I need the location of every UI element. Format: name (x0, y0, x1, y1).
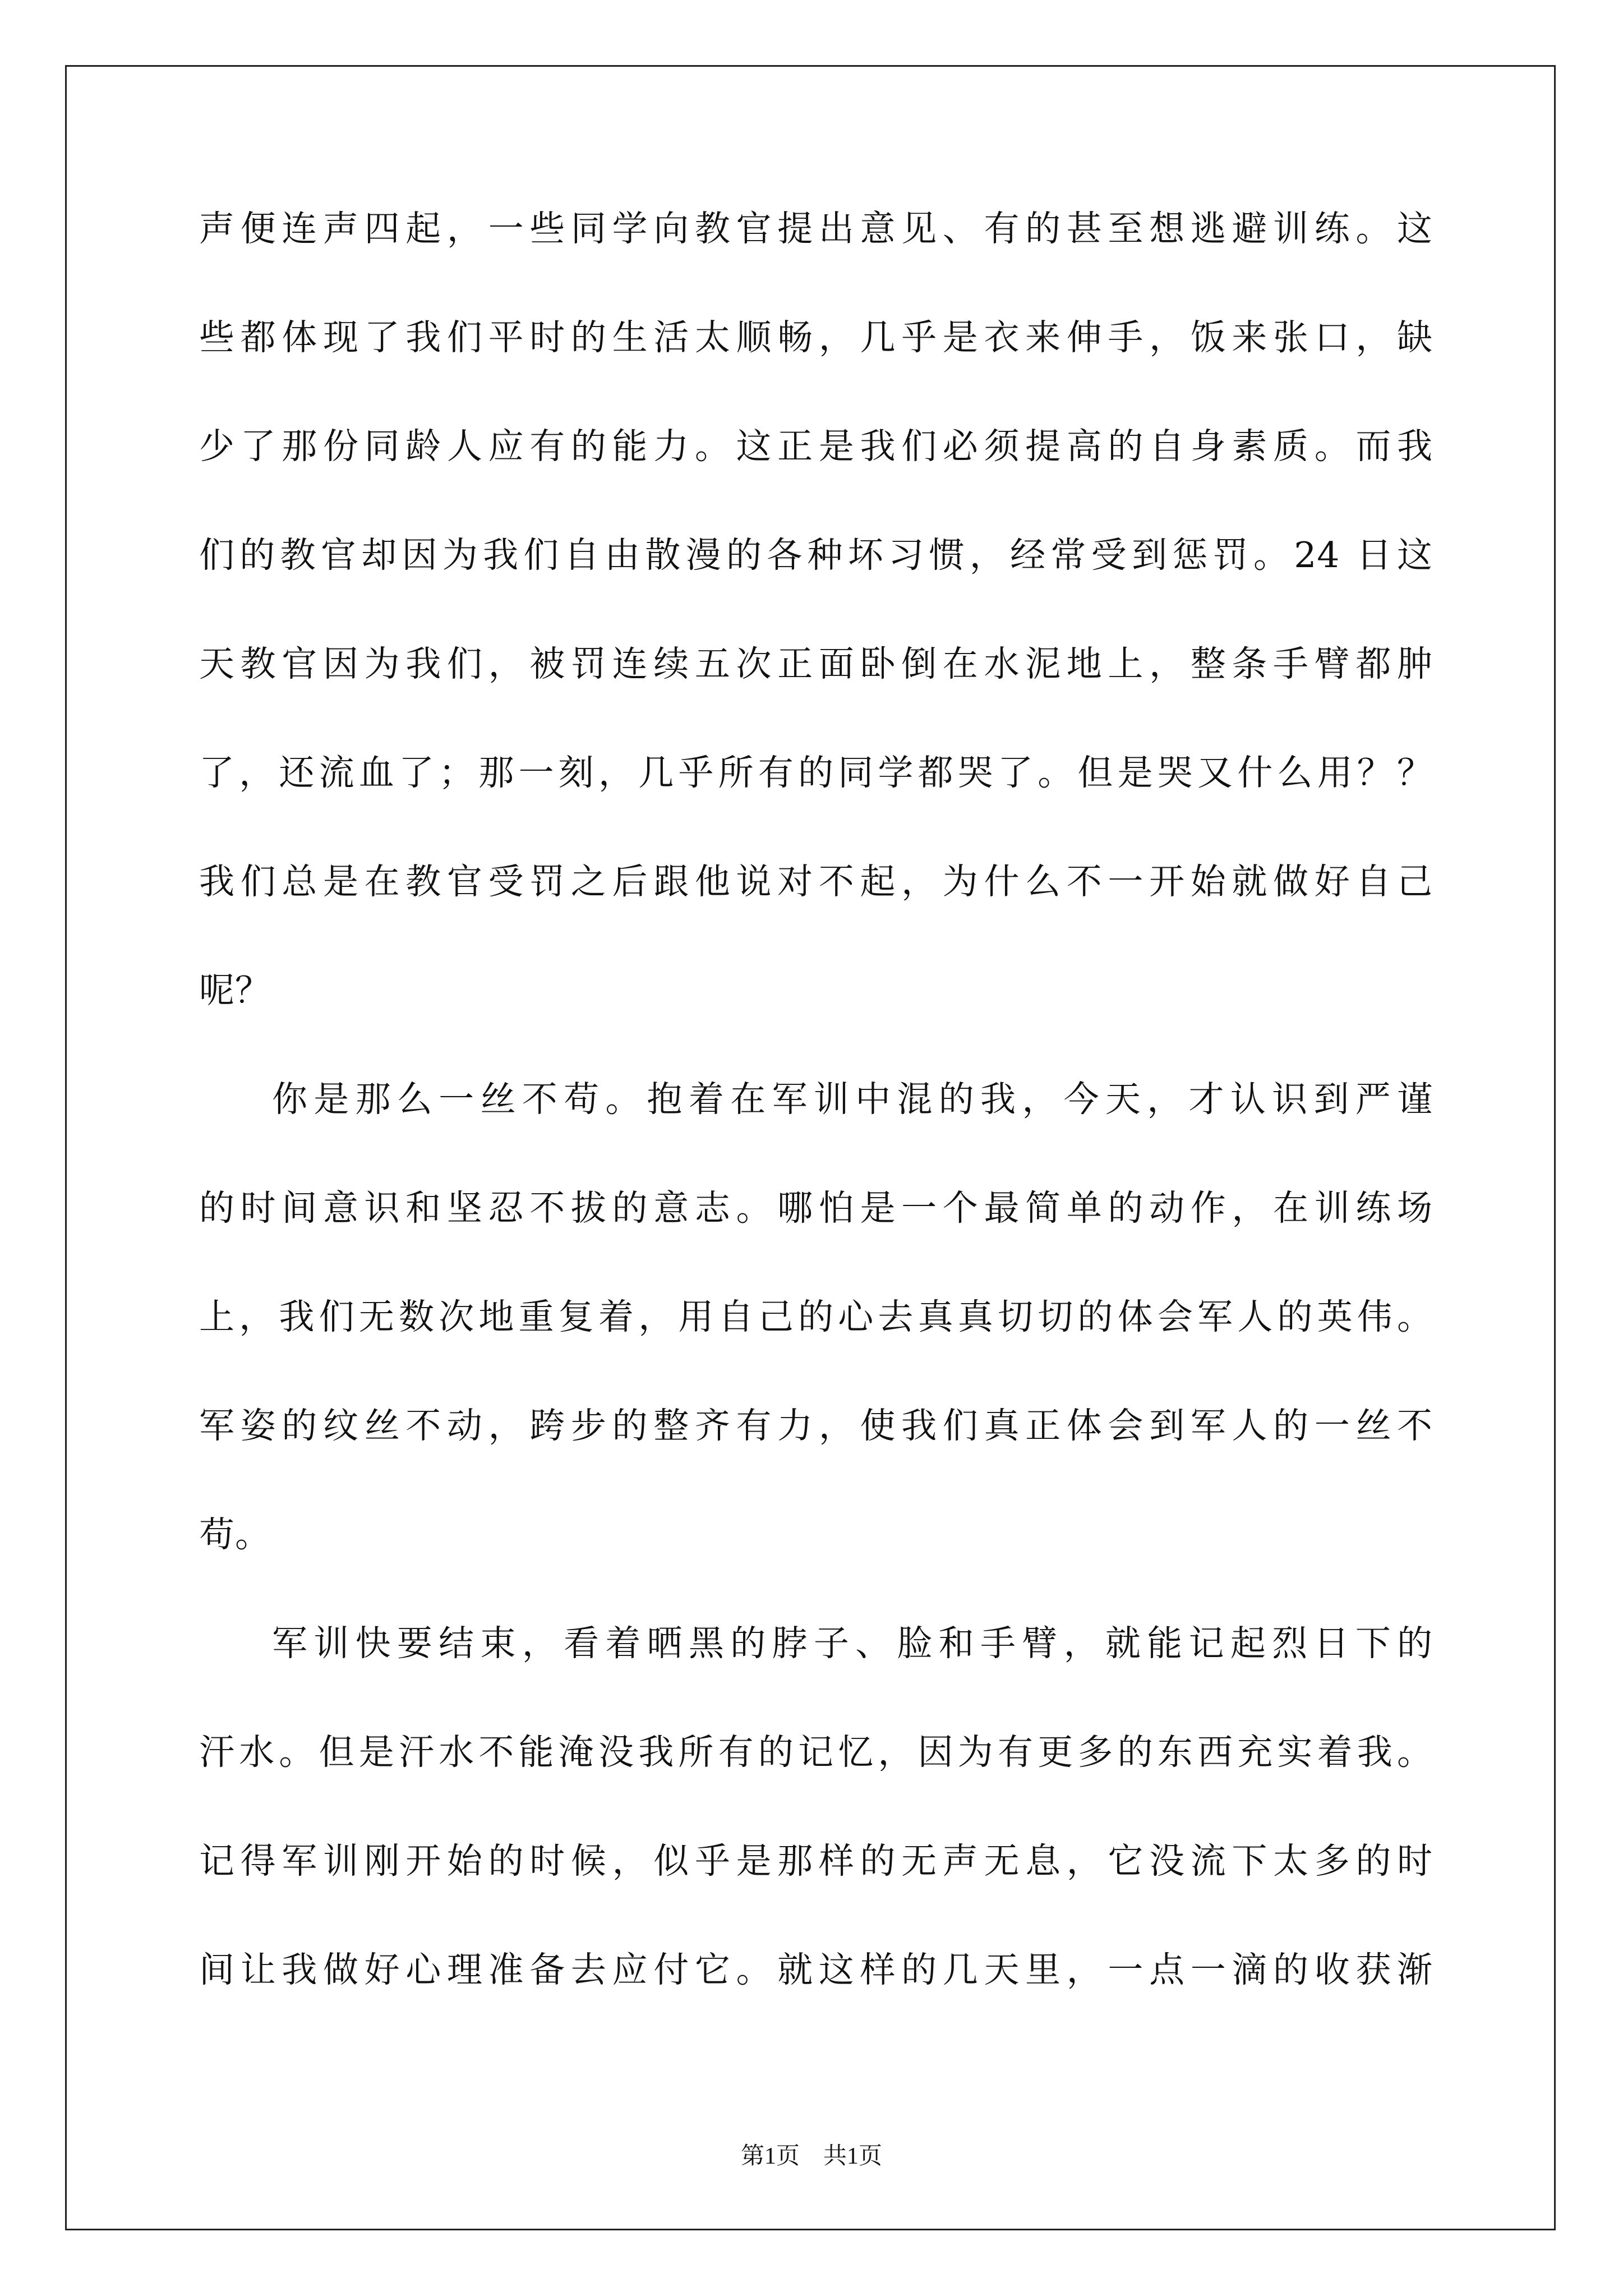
text-line: 声便连声四起，一些同学向教官提出意见、有的甚至想逃避训练。这 (199, 208, 1433, 249)
text-line: 记得军训刚开始的时候，似乎是那样的无声无息，它没流下太多的时 (199, 1841, 1433, 1881)
text-line: 些都体现了我们平时的生活太顺畅，几乎是衣来伸手，饭来张口，缺 (199, 317, 1433, 358)
document-body (199, 202, 1433, 2052)
text-line: 呢？ (199, 970, 271, 1011)
paragraph-start-line: 你是那么一丝不苟。抱着在军训中混的我，今天，才认识到严谨 (272, 1079, 1433, 1120)
text-line: 的时间意识和坚忍不拔的意志。哪怕是一个最简单的动作，在训练场 (199, 1188, 1433, 1228)
text-line: 军姿的纹丝不动，跨步的整齐有力，使我们真正体会到军人的一丝不 (199, 1405, 1433, 1446)
text-line: 了，还流血了；那一刻，几乎所有的同学都哭了。但是哭又什么用？？ (199, 752, 1433, 793)
text-line: 间让我做好心理准备去应付它。就这样的几天里，一点一滴的收获渐 (199, 1949, 1433, 1990)
text-line: 汗水。但是汗水不能淹没我所有的记忆，因为有更多的东西充实着我。 (199, 1732, 1433, 1773)
text-line: 上，我们无数次地重复着，用自己的心去真真切切的体会军人的英伟。 (199, 1296, 1433, 1337)
paragraph-start-line: 军训快要结束，看着晒黑的脖子、脸和手臂，就能记起烈日下的 (272, 1623, 1433, 1664)
text-line: 我们总是在教官受罚之后跟他说对不起，为什么不一开始就做好自己 (199, 861, 1433, 902)
text-line: 苟。 (199, 1514, 271, 1555)
page-number-footer: 第1页 共1页 (740, 2143, 882, 2169)
text-line: 天教官因为我们，被罚连续五次正面卧倒在水泥地上，整条手臂都肿 (199, 643, 1433, 684)
text-line: 们的教官却因为我们自由散漫的各种坏习惯，经常受到惩罚。24 日这 (199, 535, 1433, 576)
text-line: 少了那份同龄人应有的能力。这正是我们必须提高的自身素质。而我 (199, 426, 1433, 467)
